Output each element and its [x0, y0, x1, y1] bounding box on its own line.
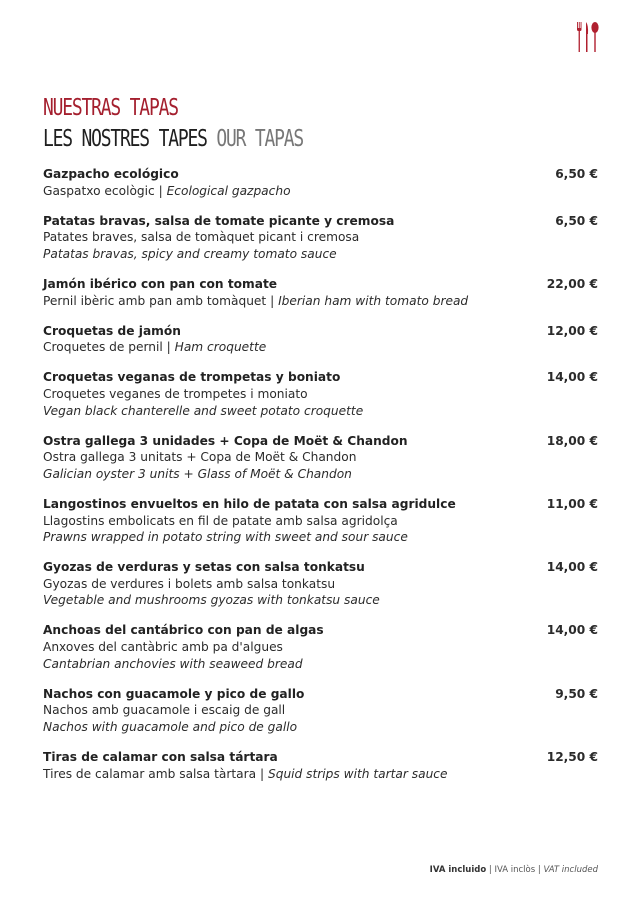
- menu-item: [43, 323, 598, 356]
- item-description: [43, 183, 598, 200]
- item-description: [43, 293, 598, 310]
- description-catalan: Patates braves, salsa de tomàquet picant i cremosa: [43, 230, 360, 245]
- title-catalan: LES NOSTRES TAPES: [43, 126, 207, 152]
- description-catalan: Pernil ibèric amb pan amb tomàquet: [43, 293, 267, 308]
- item-name: Croquetas de jamón: [43, 323, 181, 338]
- item-price: 18,00 €: [546, 433, 598, 448]
- item-name: Nachos con guacamole y pico de gallo: [43, 686, 305, 701]
- item-description: [43, 656, 598, 673]
- item-name: Croquetas veganas de trompetas y boniato: [43, 370, 341, 385]
- menu-item: [43, 686, 598, 736]
- item-description: [43, 339, 598, 356]
- item-name: Tiras de calamar con salsa tártara: [43, 750, 278, 765]
- vat-note: [430, 865, 598, 875]
- item-name: Langostinos envueltos en hilo de patata con salsa agridulce: [43, 496, 456, 511]
- item-price: 12,50 €: [546, 750, 598, 765]
- description-catalan: Tires de calamar amb salsa tàrtara: [43, 766, 257, 781]
- separator: |: [266, 293, 279, 308]
- menu-item: [43, 622, 598, 672]
- item-name: Anchoas del cantábrico con pan de algas: [43, 623, 324, 638]
- separator: |: [535, 865, 544, 875]
- description-catalan: Croquetes veganes de trompetes i moniato: [43, 386, 308, 401]
- vat-note-ca: IVA inclòs: [494, 865, 536, 875]
- item-description: [43, 513, 598, 530]
- menu-item: [43, 559, 598, 609]
- item-description: [43, 449, 598, 466]
- description-catalan: Anxoves del cantàbric amb pa d'algues: [43, 640, 283, 655]
- item-price: 6,50 €: [555, 167, 598, 181]
- item-price: 9,50 €: [555, 686, 598, 701]
- menu-item: [43, 213, 598, 263]
- description-english: Nachos with guacamole and pico de gallo: [43, 719, 298, 734]
- vat-note-en: VAT included: [543, 865, 598, 875]
- menu-item: [43, 496, 598, 546]
- item-description: [43, 229, 598, 246]
- description-english: Ham croquette: [174, 340, 267, 355]
- item-description: [43, 386, 598, 403]
- item-description: [43, 466, 598, 483]
- description-english: Galician oyster 3 units + Glass of Moët & Chandon: [43, 466, 352, 481]
- description-english: Patatas bravas, spicy and creamy tomato sauce: [43, 246, 337, 261]
- item-description: [43, 719, 598, 736]
- description-catalan: Croquetes de pernil: [43, 340, 163, 355]
- item-description: [43, 529, 598, 546]
- description-english: Iberian ham with tomato bread: [278, 293, 469, 308]
- title-spanish: NUESTRAS TAPAS: [43, 95, 178, 121]
- item-name: Ostra gallega 3 unidades + Copa de Moët & Chandon: [43, 433, 408, 448]
- description-english: Vegetable and mushrooms gyozas with tonkatsu sauce: [43, 593, 380, 608]
- tapas-menu: [43, 166, 598, 796]
- item-price: 14,00 €: [546, 560, 598, 575]
- title-english: OUR TAPAS: [216, 126, 304, 152]
- item-price: 6,50 €: [555, 213, 598, 228]
- item-description: [43, 766, 598, 783]
- menu-item: [43, 369, 598, 419]
- menu-item: [43, 276, 598, 309]
- item-price: 11,00 €: [546, 496, 598, 511]
- item-description: [43, 403, 598, 420]
- item-price: 12,00 €: [546, 323, 598, 338]
- description-english: Prawns wrapped in potato string with sweet and sour sauce: [43, 530, 408, 545]
- description-catalan: Nachos amb guacamole i escaig de gall: [43, 703, 286, 718]
- item-name: Gazpacho ecológico: [43, 167, 179, 181]
- item-description: [43, 576, 598, 593]
- description-english: Squid strips with tartar sauce: [267, 766, 448, 781]
- separator: |: [256, 766, 268, 781]
- item-price: 22,00 €: [546, 276, 598, 291]
- description-catalan: Gaspatxo ecològic: [43, 183, 155, 198]
- menu-item: [43, 433, 598, 483]
- page-title: [43, 93, 303, 155]
- menu-item: [43, 749, 598, 782]
- item-description: [43, 639, 598, 656]
- cutlery-icon: [576, 22, 600, 52]
- item-description: [43, 592, 598, 609]
- separator: |: [162, 340, 175, 355]
- description-catalan: Gyozas de verdures i bolets amb salsa tonkatsu: [43, 576, 336, 591]
- item-name: Gyozas de verduras y setas con salsa tonkatsu: [43, 560, 365, 575]
- item-name: Patatas bravas, salsa de tomate picante y cremosa: [43, 213, 395, 228]
- description-english: Cantabrian anchovies with seaweed bread: [43, 656, 303, 671]
- item-price: 14,00 €: [546, 623, 598, 638]
- item-description: [43, 702, 598, 719]
- menu-item: [43, 166, 598, 199]
- item-name: Jamón ibérico con pan con tomate: [43, 276, 278, 291]
- vat-note-es: IVA incluido: [429, 865, 487, 875]
- separator: |: [154, 183, 167, 198]
- separator: |: [486, 865, 495, 875]
- description-catalan: Llagostins embolicats en fil de patate amb salsa agridolça: [43, 513, 398, 528]
- item-price: 14,00 €: [546, 370, 598, 385]
- description-english: Ecological gazpacho: [166, 183, 291, 198]
- description-catalan: Ostra gallega 3 unitats + Copa de Moët & Chandon: [43, 450, 357, 465]
- description-english: Vegan black chanterelle and sweet potato croquette: [43, 403, 364, 418]
- item-description: [43, 246, 598, 263]
